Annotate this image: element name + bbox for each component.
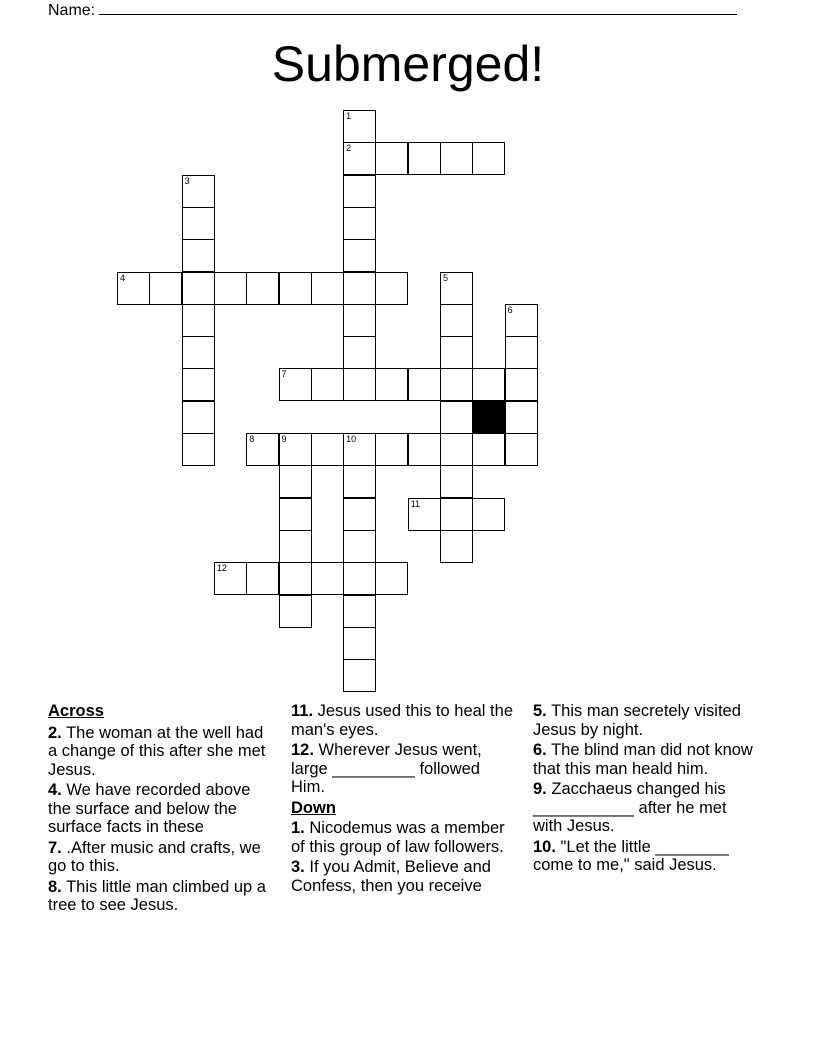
clue-down-9: 9. Zacchaeus changed his ___________ after he met with Jesus.	[533, 780, 727, 835]
grid-cell[interactable]	[440, 142, 473, 175]
clue-number: 6	[507, 304, 513, 315]
clue-down-10: 10. "Let the little ________ come to me," said Jesus.	[533, 837, 729, 874]
grid-cell[interactable]	[375, 368, 408, 401]
grid-cell[interactable]	[343, 530, 376, 563]
clue-across-2: 2. The woman at the well had a change of this after she met Jesus.	[48, 723, 266, 779]
clue-number: 2	[346, 143, 352, 154]
grid-cell[interactable]	[440, 304, 473, 337]
grid-cell[interactable]	[279, 530, 312, 563]
grid-cell[interactable]	[440, 465, 473, 498]
clues-column-2	[291, 702, 513, 897]
grid-cell[interactable]	[343, 433, 376, 466]
grid-cell[interactable]	[408, 433, 441, 466]
clue-across-12: 12. Wherever Jesus went, large _________ followed Him.	[291, 741, 482, 796]
grid-cell[interactable]	[279, 433, 312, 466]
clues-column-3	[533, 702, 755, 877]
grid-cell[interactable]	[440, 401, 473, 434]
grid-cell[interactable]	[279, 498, 312, 531]
clue-number: 12	[216, 563, 227, 574]
grid-cell[interactable]	[149, 272, 182, 305]
grid-cell[interactable]	[343, 627, 376, 660]
clue-number: 5	[443, 272, 449, 283]
grid-cell[interactable]	[343, 110, 376, 143]
grid-cell[interactable]	[343, 272, 376, 305]
grid-cell[interactable]	[182, 336, 215, 369]
clue-number: 1	[346, 111, 352, 121]
clue-number: 11	[410, 498, 421, 509]
grid-cell[interactable]	[182, 368, 215, 401]
grid-cell[interactable]	[505, 368, 538, 401]
grid-cell[interactable]	[375, 142, 408, 175]
grid-cell[interactable]	[343, 175, 376, 208]
grid-cell[interactable]	[343, 368, 376, 401]
grid-cell[interactable]	[440, 272, 473, 305]
clue-number: 3	[184, 175, 190, 186]
grid-cell[interactable]	[505, 304, 538, 337]
clue-across-4: 4. We have recorded above the surface and below the surface facts in these	[48, 781, 251, 836]
grid-cell[interactable]	[311, 562, 344, 595]
grid-cell[interactable]	[472, 368, 505, 401]
clue-down-6: 6. The blind man did not know that this man heald him.	[533, 741, 753, 778]
grid-cell[interactable]	[182, 207, 215, 240]
clue-number: 8	[249, 434, 255, 444]
grid-cell[interactable]	[343, 465, 376, 498]
grid-cell[interactable]	[182, 272, 215, 305]
grid-cell[interactable]	[214, 562, 247, 595]
grid-cell[interactable]	[343, 336, 376, 369]
grid-cell[interactable]	[182, 433, 215, 466]
clue-down-5: 5. This man secretely visited Jesus by night.	[533, 702, 741, 739]
grid-cell[interactable]	[440, 368, 473, 401]
grid-cell[interactable]	[408, 498, 441, 531]
clue-down-1: 1. Nicodemus was a member of this group of law followers.	[291, 819, 505, 856]
grid-cell[interactable]	[408, 142, 441, 175]
grid-cell[interactable]	[279, 562, 312, 595]
grid-cell[interactable]	[279, 272, 312, 305]
down-heading: Down	[291, 798, 336, 817]
grid-cell[interactable]	[440, 498, 473, 531]
grid-cell[interactable]	[440, 336, 473, 369]
grid-cell[interactable]	[311, 272, 344, 305]
clue-across-8: 8. This little man climbed up a tree to see Jesus.	[48, 877, 266, 914]
grid-cell[interactable]	[472, 498, 505, 531]
clue-number: 9	[281, 434, 287, 444]
grid-cell[interactable]	[505, 433, 538, 466]
clue-down-3: 3. If you Admit, Believe and Confess, then you receive	[291, 858, 491, 895]
grid-cell[interactable]	[117, 272, 150, 305]
grid-cell[interactable]	[505, 336, 538, 369]
grid-cell[interactable]	[472, 433, 505, 466]
grid-cell[interactable]	[343, 207, 376, 240]
clue-number: 10	[346, 434, 357, 444]
grid-cell[interactable]	[279, 595, 312, 628]
name-label: Name:	[48, 2, 96, 19]
grid-cell[interactable]	[375, 272, 408, 305]
grid-cell[interactable]	[343, 304, 376, 337]
grid-cell[interactable]	[472, 142, 505, 175]
grid-cell[interactable]	[279, 465, 312, 498]
clue-number: 4	[120, 272, 126, 283]
grid-cell[interactable]	[182, 175, 215, 208]
grid-cell[interactable]	[343, 498, 376, 531]
grid-cell[interactable]	[279, 368, 312, 401]
grid-cell[interactable]	[505, 401, 538, 434]
grid-cell[interactable]	[375, 433, 408, 466]
grid-cell[interactable]	[343, 562, 376, 595]
grid-cell[interactable]	[440, 530, 473, 563]
grid-cell[interactable]	[408, 368, 441, 401]
grid-cell[interactable]	[311, 368, 344, 401]
grid-cell[interactable]	[182, 304, 215, 337]
clue-number: 7	[281, 369, 287, 380]
grid-cell[interactable]	[343, 239, 376, 272]
grid-cell[interactable]	[311, 433, 344, 466]
grid-cell[interactable]	[343, 142, 376, 175]
puzzle-title: Submerged!	[271, 36, 545, 92]
grid-cell[interactable]	[182, 401, 215, 434]
grid-cell[interactable]	[343, 659, 376, 692]
grid-cell[interactable]	[375, 562, 408, 595]
grid-cell[interactable]	[246, 562, 279, 595]
grid-cell[interactable]	[440, 433, 473, 466]
clue-across-7: 7. .After music and crafts, we go to this.	[48, 838, 261, 875]
clue-across-11: 11. Jesus used this to heal the man's eyes.	[291, 702, 513, 739]
across-heading: Across	[48, 702, 104, 720]
grid-cell[interactable]	[246, 272, 279, 305]
clues-column-1	[48, 702, 270, 917]
grid-cell[interactable]	[214, 272, 247, 305]
grid-cell[interactable]	[343, 595, 376, 628]
grid-cell[interactable]	[182, 239, 215, 272]
grid-cell[interactable]	[246, 433, 279, 466]
black-square	[472, 401, 505, 434]
